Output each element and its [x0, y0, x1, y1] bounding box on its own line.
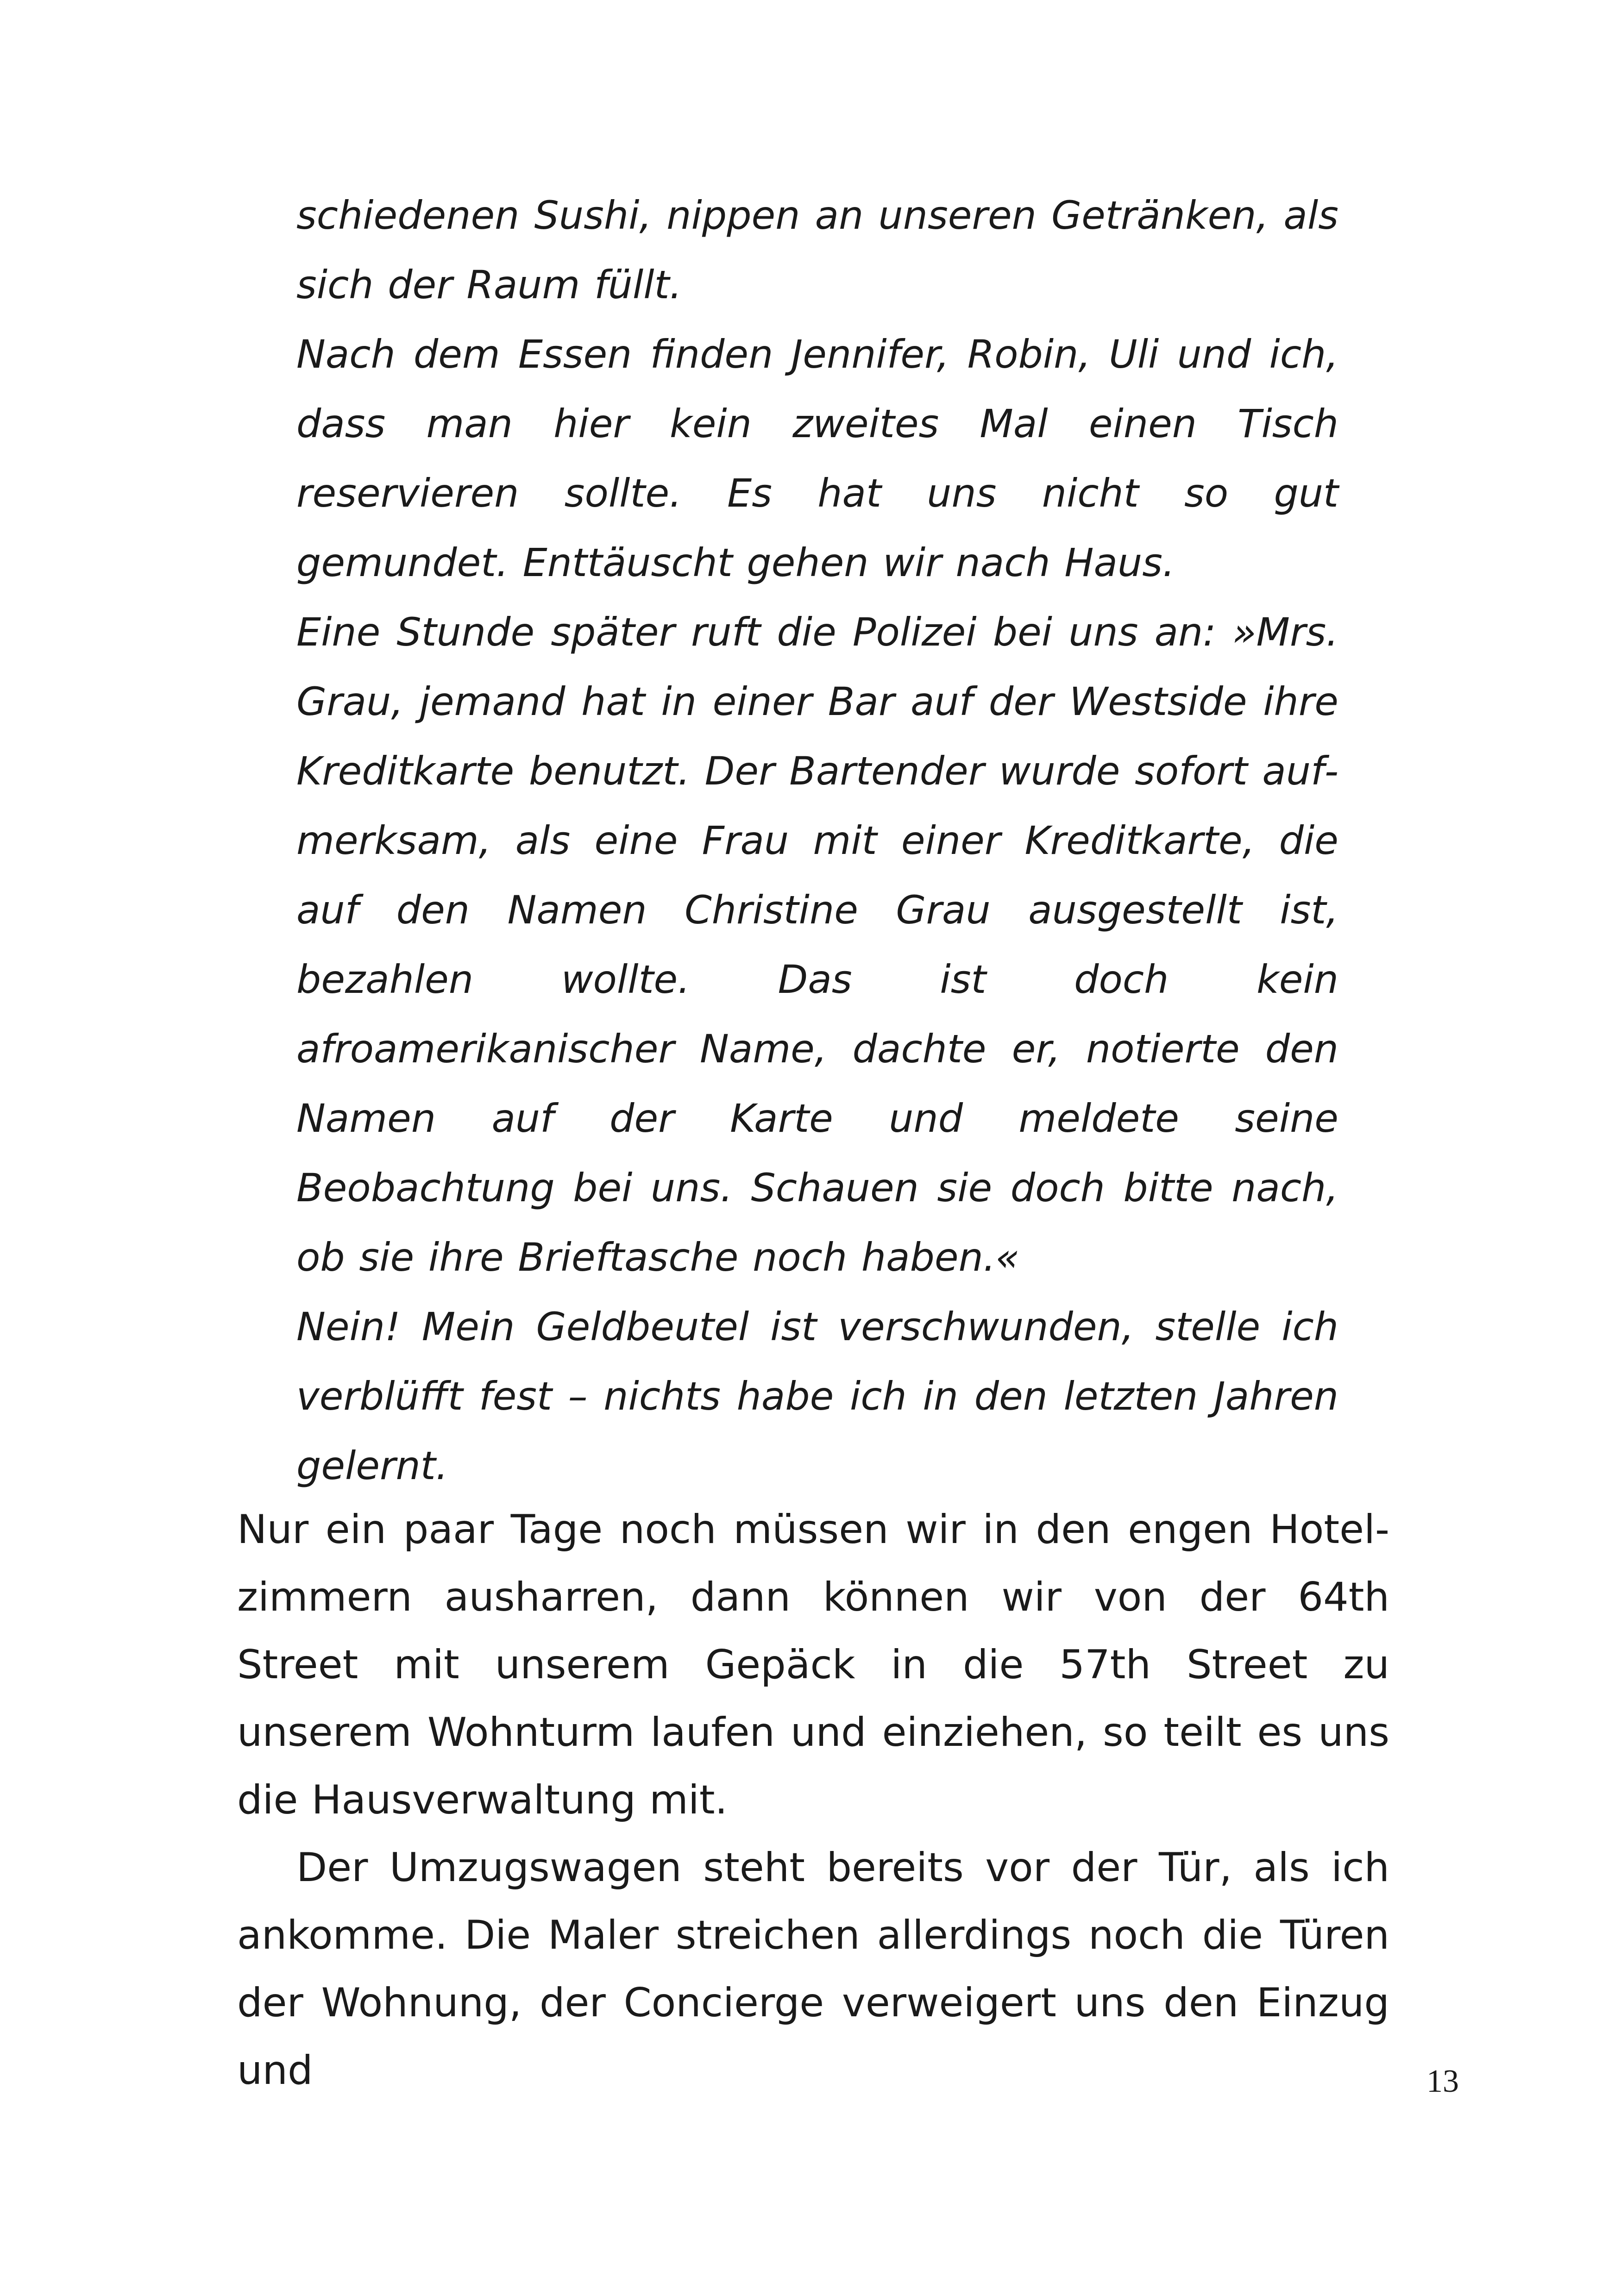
page-number: 13: [1426, 2064, 1459, 2099]
body-text-block: [237, 1496, 1389, 2104]
italic-quote-block: [296, 181, 1338, 1500]
body-paragraph-2: Der Umzugswagen steht bereits vor der Tür, als ich ankomme. Die Maler streichen allerdings noch die Türen der Wohnung, der Concierge verweigert uns den Einzug und: [237, 1844, 1389, 2094]
quote-paragraph-3: Eine Stunde später ruft die Polizei bei uns an: »Mrs. Grau, jemand hat in einer Bar auf der Westside ihre Kreditkarte benutzt. Der Bartender wurde sofort aufmerksam, als eine Frau mit einer Kreditkarte, die auf den Namen Christine Grau ausgestellt ist, bezahlen wollte. Das ist doch kein afroamerikanischer Name, dachte er, notierte den Namen auf der Karte und meldete seine Beobachtung bei uns. Schauen sie doch bitte nach, ob sie ihre Brieftasche noch haben.«: [296, 609, 1338, 1280]
quote-paragraph-2: Nach dem Essen finden Jennifer, Robin, Uli und ich, dass man hier kein zweites Mal einen Tisch reservieren sollte. Es hat uns nicht so gut gemundet. Enttäuscht gehen wir nach Haus.: [296, 332, 1338, 585]
quote-paragraph-4: Nein! Mein Geldbeutel ist verschwunden, stelle ich verblüfft fest – nichts habe ich in den letzten Jahren gelernt.: [296, 1304, 1338, 1488]
body-paragraph-1: Nur ein paar Tage noch müssen wir in den engen Hotelzimmern ausharren, dann können wir von der 64th Street mit unserem Gepäck in die 57th Street zu unserem Wohnturm laufen und einziehen, so teilt es uns die Hausverwaltung mit.: [237, 1506, 1389, 1823]
quote-paragraph-1: schiedenen Sushi, nippen an unseren Getränken, als sich der Raum füllt.: [296, 193, 1338, 307]
